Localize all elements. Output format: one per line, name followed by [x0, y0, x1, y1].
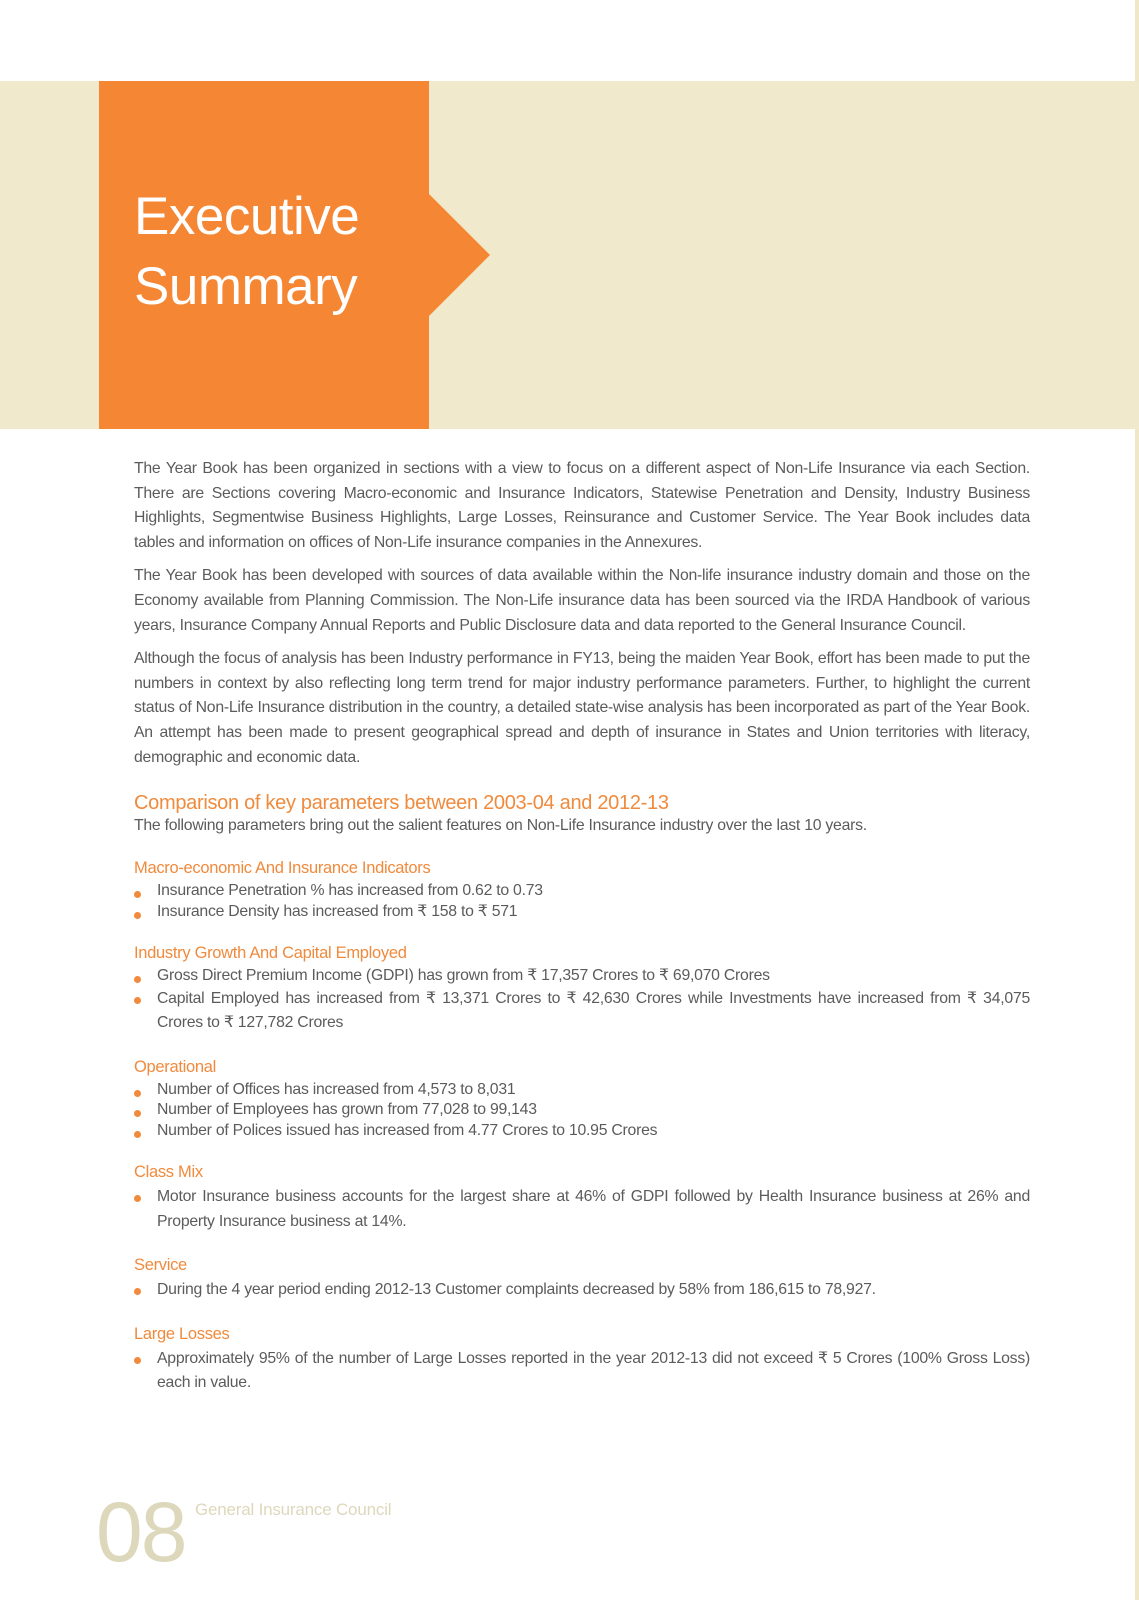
bullet-text: Capital Employed has increased from ₹ 13,371 Crores to ₹ 42,630 Crores while Investments have increased from ₹ 34,075 Crores to ₹ 127,782 Crores: [157, 989, 1030, 1032]
title-line-2: Summary: [134, 257, 358, 316]
list-item: [134, 881, 1030, 902]
bullet-dot-icon: [134, 1288, 141, 1295]
list-item: [134, 1278, 1030, 1303]
bullet-list-large-losses: [134, 1347, 1030, 1396]
bullet-dot-icon: [134, 1357, 141, 1364]
section-heading-macro: Macro-economic And Insurance Indicators: [134, 859, 431, 878]
bullet-text: Motor Insurance business accounts for the largest share at 46% of GDPI followed by Health Insurance business at 26% and Property Insurance business at 14%.: [157, 1188, 1030, 1230]
list-item: [134, 902, 1030, 923]
list-item: [134, 1121, 1030, 1142]
list-item: [134, 1347, 1030, 1396]
list-item: [134, 1100, 1030, 1121]
bullet-dot-icon: [134, 1195, 141, 1202]
section-heading-operational: Operational: [134, 1057, 217, 1076]
footer-publisher: General Insurance Council: [195, 1500, 392, 1519]
section-heading-class-mix: Class Mix: [134, 1163, 203, 1182]
bullet-text: Number of Offices has increased from 4,573 to 8,031: [157, 1080, 516, 1098]
bullet-dot-icon: [134, 1131, 141, 1138]
bullet-text: Gross Direct Premium Income (GDPI) has grown from ₹ 17,357 Crores to ₹ 69,070 Crores: [157, 967, 770, 985]
section-heading-service: Service: [134, 1256, 187, 1275]
bullet-text: Number of Polices issued has increased from 4.77 Crores to 10.95 Crores: [157, 1121, 658, 1139]
list-item: [134, 966, 1030, 987]
comparison-heading: Comparison of key parameters between 2003-04 and 2012-13: [134, 792, 669, 815]
bullet-text: Insurance Penetration % has increased from 0.62 to 0.73: [157, 882, 543, 900]
list-item: [134, 1080, 1030, 1101]
title-arrow: [428, 193, 490, 317]
bullet-dot-icon: [134, 891, 141, 898]
bullet-text: Approximately 95% of the number of Large Losses reported in the year 2012-13 did not exceed ₹ 5 Crores (100% Gross Loss) each in value.: [157, 1349, 1030, 1392]
bullet-list-service: [134, 1278, 1030, 1303]
bullet-dot-icon: [134, 912, 141, 919]
bullet-list-growth: [134, 966, 1030, 1036]
bullet-dot-icon: [134, 976, 141, 983]
bullet-dot-icon: [134, 1090, 141, 1097]
bullet-list-class-mix: [134, 1185, 1030, 1234]
bullet-dot-icon: [134, 997, 141, 1004]
bullet-text: Insurance Density has increased from ₹ 158 to ₹ 571: [157, 902, 518, 920]
bullet-list-operational: [134, 1080, 1030, 1142]
list-item: [134, 987, 1030, 1036]
section-heading-growth: Industry Growth And Capital Employed: [134, 944, 407, 963]
intro-paragraph: Although the focus of analysis has been Industry performance in FY13, being the maiden Year Book, effort has been made to put the numbers in context by also reflecting long term trend for major industry performance parameters. Further, to highlight the current status of Non-Life Insurance distribution in the country, a detailed state-wise analysis has been incorporated as part of the Year Book. An attempt has been made to present geographical spread and depth of insurance in States and Union territories with literacy, demographic and economic data.: [134, 650, 1030, 766]
page-title: [134, 182, 359, 322]
intro-paragraph: The Year Book has been organized in sections with a view to focus on a different aspect of Non-Life Insurance via each Section. There are Sections covering Macro-economic and Insurance Indicators, Statewise Penetration and Density, Industry Business Highlights, Segmentwise Business Highlights, Large Losses, Reinsurance and Customer Service. The Year Book includes data tables and information on offices of Non-Life insurance companies in the Annexures.: [134, 460, 1030, 551]
main-content: [134, 457, 1030, 1396]
page-number: 08: [96, 1485, 186, 1579]
bullet-text: Number of Employees has grown from 77,028 to 99,143: [157, 1101, 537, 1119]
title-line-1: Executive: [134, 187, 360, 246]
comparison-subtitle: The following parameters bring out the salient features on Non-Life Insurance industry over the last 10 years.: [134, 817, 867, 835]
bullet-dot-icon: [134, 1110, 141, 1117]
bullet-text: During the 4 year period ending 2012-13 Customer complaints decreased by 58% from 186,615 to 78,927.: [157, 1281, 876, 1299]
list-item: [134, 1185, 1030, 1234]
section-heading-large-losses: Large Losses: [134, 1324, 230, 1343]
bullet-list-macro: [134, 881, 1030, 922]
intro-paragraph: The Year Book has been developed with sources of data available within the Non-life insurance industry domain and those on the Economy available from Planning Commission. The Non-Life insurance data has been sourced via the IRDA Handbook of various years, Insurance Company Annual Reports and Public Disclosure data and data reported to the General Insurance Council.: [134, 567, 1030, 634]
